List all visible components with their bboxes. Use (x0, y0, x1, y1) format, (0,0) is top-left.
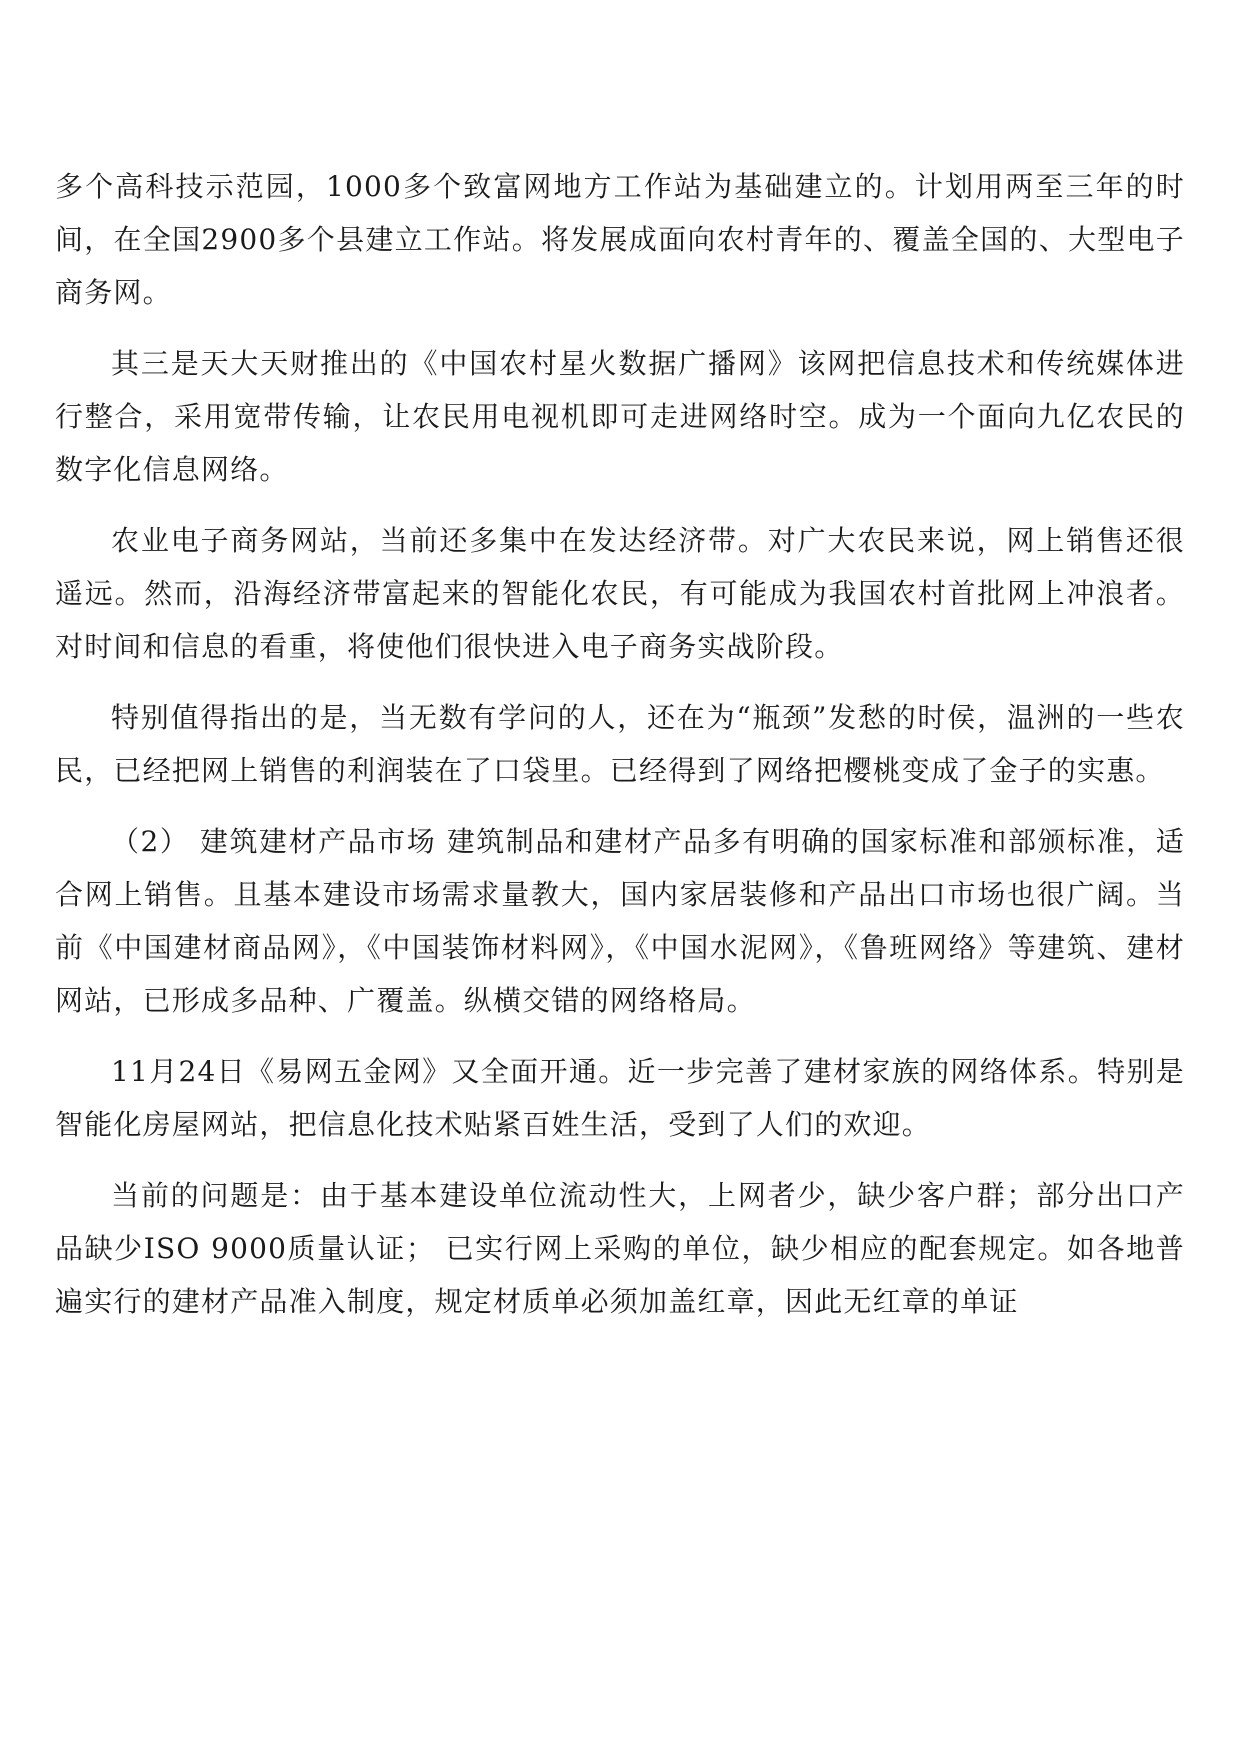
paragraph-4: 特别值得指出的是，当无数有学问的人，还在为“瓶颈”发愁的时侯，温洲的一些农民，已经把网上销售的利润装在了口袋里。已经得到了网络把樱桃变成了金子的实惠。 (55, 701, 1185, 787)
paragraph-1: 多个高科技示范园，1000多个致富网地方工作站为基础建立的。计划用两至三年的时间，在全国2900多个县建立工作站。将发展成面向农村青年的、覆盖全国的、大型电子商务网。 (55, 170, 1185, 309)
paragraph-2: 其三是天大天财推出的《中国农村星火数据广播网》该网把信息技术和传统媒体进行整合，采用宽带传输，让农民用电视机即可走进网络时空。成为一个面向九亿农民的数字化信息网络。 (55, 347, 1185, 486)
paragraph-7: 当前的问题是：由于基本建设单位流动性大，上网者少，缺少客户群；部分出口产品缺少ISO 9000质量认证； 已实行网上采购的单位，缺少相应的配套规定。如各地普遍实行的建材产品准入制度，规定材质单必须加盖红章，因此无红章的单证 (55, 1179, 1185, 1318)
paragraph-6: 11月24日《易网五金网》又全面开通。近一步完善了建材家族的网络体系。特别是智能化房屋网站，把信息化技术贴紧百姓生活，受到了人们的欢迎。 (55, 1055, 1185, 1141)
paragraph-5: （2） 建筑建材产品市场 建筑制品和建材产品多有明确的国家标准和部颁标准，适合网上销售。且基本建设市场需求量教大，国内家居装修和产品出口市场也很广阔。当前《中国建材商品网》，《中国装饰材料网》，《中国水泥网》，《鲁班网络》等建筑、建材网站，已形成多品种、广覆盖。纵横交错的网络格局。 (55, 825, 1185, 1017)
document-body (55, 160, 1185, 1328)
paragraph-3: 农业电子商务网站，当前还多集中在发达经济带。对广大农民来说，网上销售还很遥远。然而，沿海经济带富起来的智能化农民，有可能成为我国农村首批网上冲浪者。对时间和信息的看重，将使他们很快进入电子商务实战阶段。 (55, 524, 1185, 663)
